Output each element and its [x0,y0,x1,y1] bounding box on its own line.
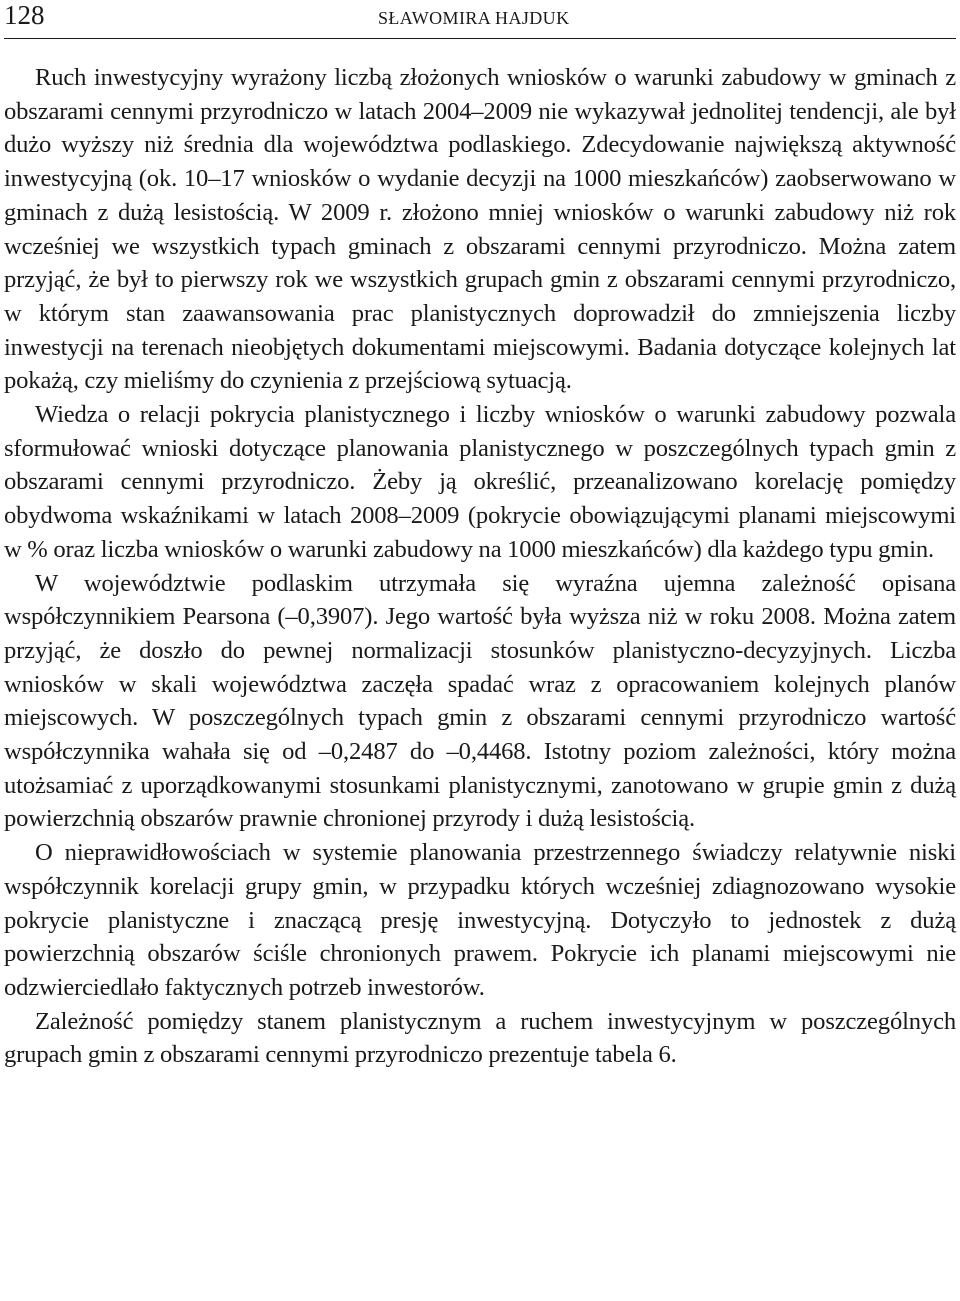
paragraph: Zależność pomiędzy stanem planistycznym a ruchem inwestycyjnym w poszczególnych grupach gmin z obszarami cennymi przyrodniczo prezentuje tabela 6. [4,1007,956,1069]
page-number: 128 [4,0,45,30]
running-head [4,0,956,39]
paragraph: W województwie podlaskim utrzymała się wyraźna ujemna zależność opisana współczynnikiem Pearsona (–0,3907). Jego wartość była wyższa niż w roku 2008. Można zatem przyjąć, że doszło do pewnej normalizacji stosunków planistyczno-decyzyjnych. Liczba wniosków w skali województwa zaczęła spadać wraz z opracowaniem kolejnych planów miejscowych. W poszczególnych typach gmin z obszarami cennymi przyrodniczo wartość współczynnika wahała się od –0,2487 do –0,4468. Istotny poziom zależności, który można utożsamiać z uporządkowanymi stosunkami planistycznymi, zanotowano w grupie gmin z dużą powierzchnią obszarów prawnie chronionej przyrody i dużą lesistością. [4,569,956,833]
paragraph: Ruch inwestycyjny wyrażony liczbą złożonych wniosków o warunki zabudowy w gminach z obszarami cennymi przyrodniczo w latach 2004–2009 nie wykazywał jednolitej tendencji, ale był dużo wyższy niż średnia dla województwa podlaskiego. Zdecydowanie największą aktywność inwestycyjną (ok. 10–17 wniosków o wydanie decyzji na 1000 mieszkańców) zaobserwowano w gminach z dużą lesistością. W 2009 r. złożono mniej wniosków o warunki zabudowy niż rok wcześniej we wszystkich typach gminach z obszarami cennymi przyrodniczo. Można zatem przyjąć, że był to pierwszy rok we wszystkich grupach gmin z obszarami cennymi przyrodniczo, w którym stan zaawansowania prac planistycznych doprowadził do zmniejszenia liczby inwestycji na terenach nieobjętych dokumentami miejscowymi. Badania dotyczące kolejnych lat pokażą, czy mieliśmy do czynienia z przejściową sytuacją. [4,64,956,395]
running-head-author: SŁAWOMIRA HAJDUK [378,8,570,28]
paragraph: O nieprawidłowościach w systemie planowania przestrzennego świadczy relatywnie niski współczynnik korelacji grupy gmin, w przypadku których wcześniej zdiagnozowano wysokie pokrycie planistyczne i znaczącą presję inwestycyjną. Dotyczyło to jednostek z dużą powierzchnią obszarów ściśle chronionych prawem. Pokrycie ich planami miejscowymi nie odzwierciedlało faktycznych potrzeb inwestorów. [4,839,956,1001]
paragraph: Wiedza o relacji pokrycia planistycznego i liczby wniosków o warunki zabudowy pozwala sformułować wnioski dotyczące planowania planistycznego w poszczególnych typach gmin z obszarami cennymi przyrodniczo. Żeby ją określić, przeanalizowano korelację pomiędzy obydwoma wskaźnikami w latach 2008–2009 (pokrycie obowiązującymi planami miejscowymi w % oraz liczba wniosków o warunki zabudowy na 1000 mieszkańców) dla każdego typu gmin. [4,401,956,563]
body-text [4,61,956,1072]
